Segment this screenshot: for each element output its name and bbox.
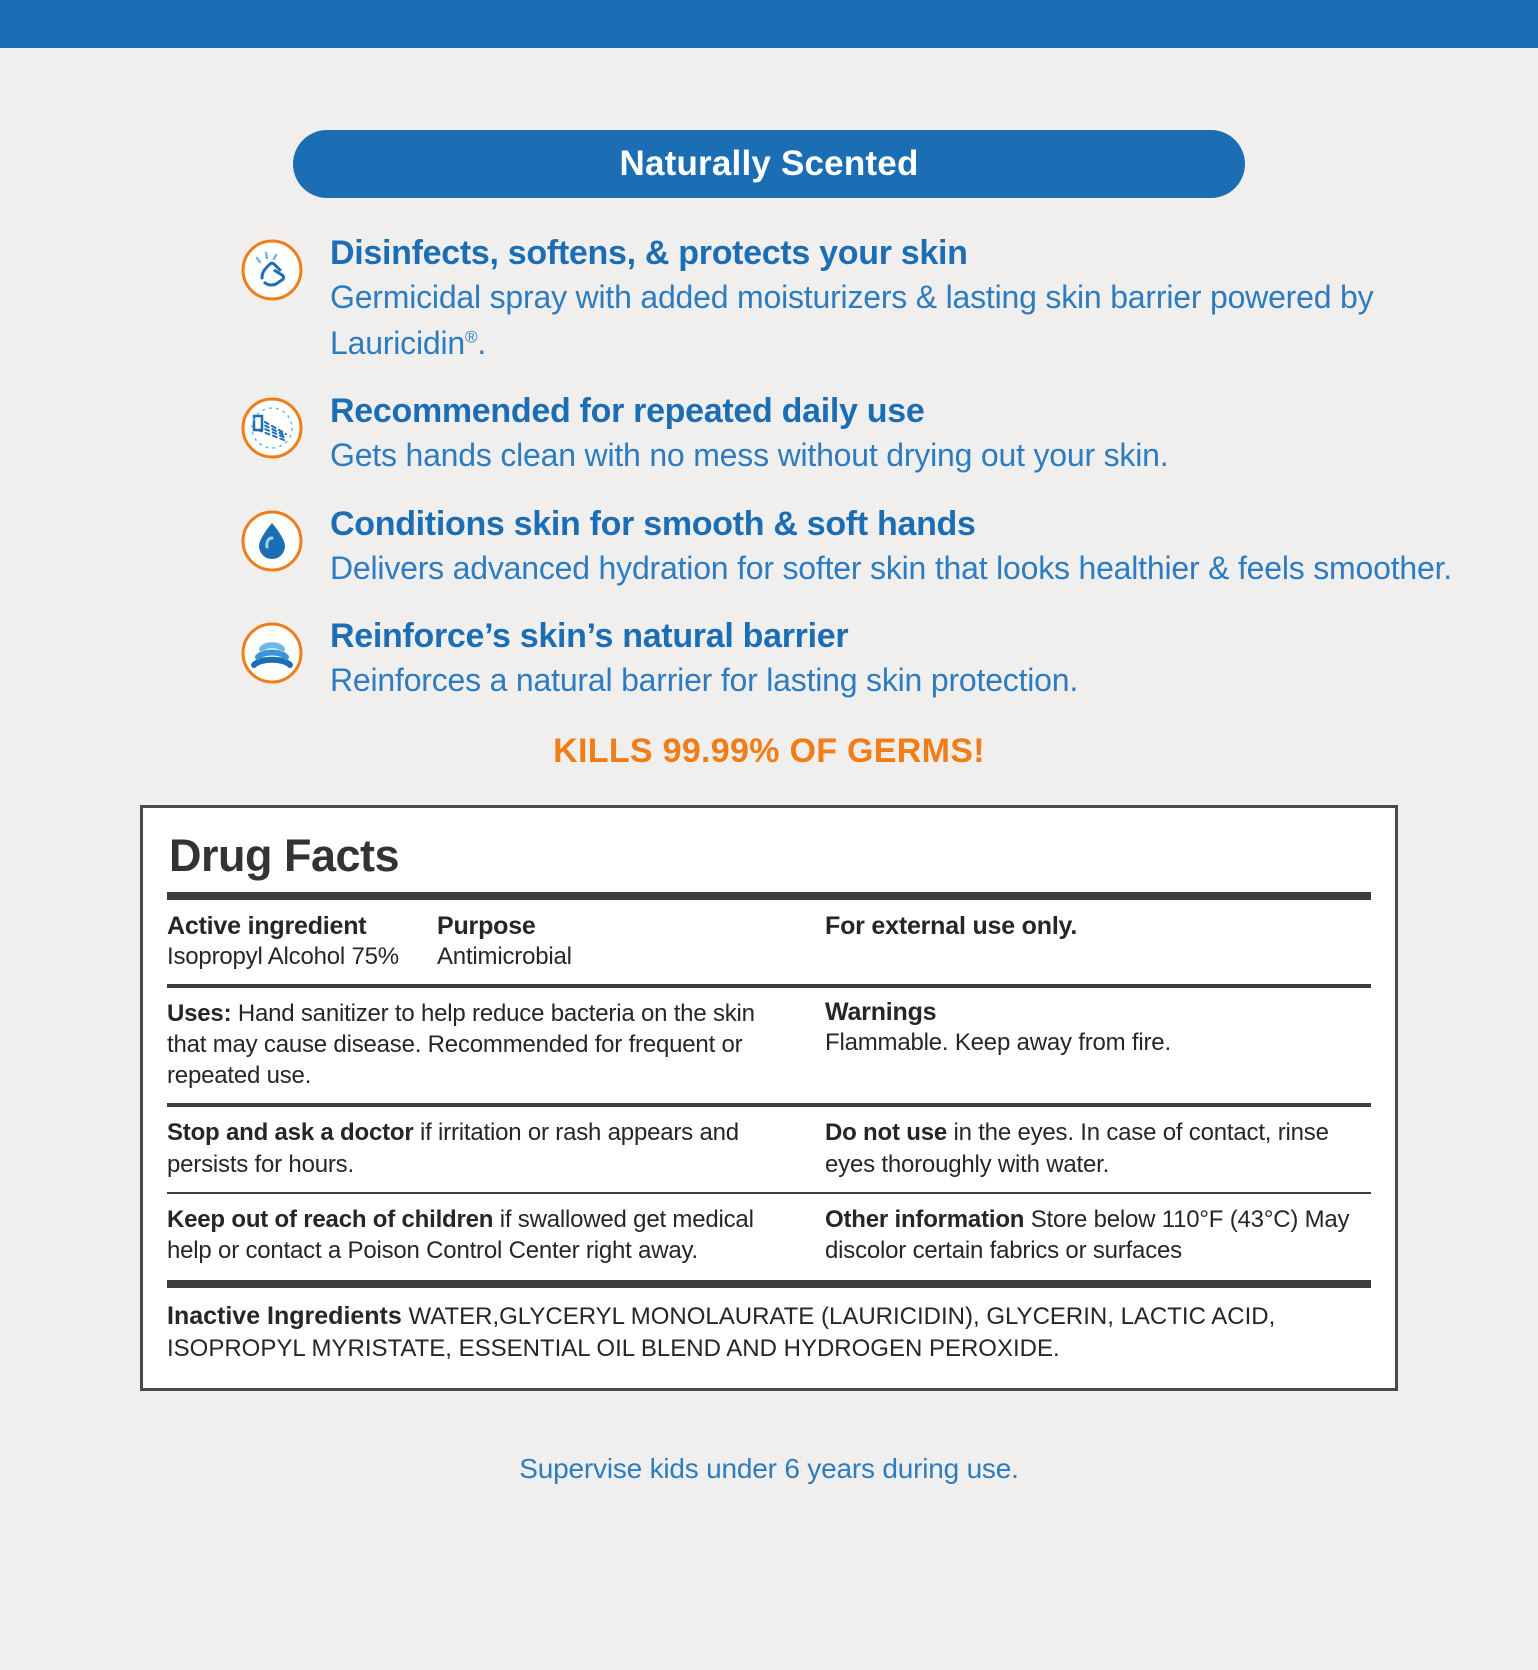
benefit-title: Conditions skin for smooth & soft hands <box>330 504 976 543</box>
benefits-list <box>0 234 1538 704</box>
active-purpose-cell <box>167 912 807 972</box>
drug-facts-title: Drug Facts <box>169 829 400 881</box>
other-information-text <box>825 1204 1371 1266</box>
benefit-title: Reinforce’s skin’s natural barrier <box>330 617 849 656</box>
benefit-title: Recommended for repeated daily use <box>330 391 925 430</box>
warnings-label: Warnings <box>825 997 937 1026</box>
water-droplet-icon <box>240 509 304 573</box>
list-item <box>240 392 1478 479</box>
keep-out-of-reach-label: Keep out of reach of children <box>167 1205 494 1233</box>
do-not-use-label: Do not use <box>825 1119 947 1147</box>
benefit-body: Gets hands clean with no mess without drying out your skin. <box>330 437 1169 474</box>
banner-label: Naturally Scented <box>619 144 919 183</box>
skin-layers-icon <box>240 621 304 685</box>
divider <box>167 892 1371 900</box>
kills-germs-callout: KILLS 99.99% OF GERMS! <box>553 731 985 770</box>
label-page <box>0 48 1538 1485</box>
spray-nozzle-icon <box>240 396 304 460</box>
external-use-text: For external use only. <box>825 911 1078 940</box>
other-information-label: Other information <box>825 1205 1025 1233</box>
purpose-label: Purpose <box>437 911 536 940</box>
divider <box>167 1103 1371 1107</box>
stop-ask-doctor-text <box>167 1117 789 1179</box>
do-not-use-cell <box>807 1117 1371 1179</box>
uses-cell <box>167 998 807 1092</box>
benefit-body-text: Germicidal spray with added moisturizers & lasting skin barrier powered by Lauricidin <box>330 279 1374 361</box>
list-item-text <box>330 234 1478 366</box>
table-row <box>167 1200 1371 1272</box>
keep-out-of-reach-text <box>167 1204 789 1266</box>
divider <box>167 1192 1371 1194</box>
benefit-body <box>330 275 1478 366</box>
divider <box>167 984 1371 988</box>
list-item-text <box>330 505 1478 592</box>
registered-mark: ® <box>464 326 478 346</box>
banner-row <box>0 130 1538 198</box>
active-ingredient-label: Active ingredient <box>167 911 367 940</box>
washing-hands-icon <box>240 238 304 302</box>
do-not-use-body: in the eyes. In case of contact, rinse eyes thoroughly with water. <box>825 1119 1329 1178</box>
top-color-bar <box>0 0 1538 48</box>
uses-label: Uses: <box>167 999 232 1027</box>
stop-ask-doctor-cell <box>167 1117 807 1179</box>
inactive-ingredients-text <box>167 1296 1371 1364</box>
benefit-title: Disinfects, softens, & protects your skin <box>330 234 968 272</box>
supervision-note: Supervise kids under 6 years during use. <box>519 1452 1019 1484</box>
divider <box>167 1280 1371 1288</box>
naturally-scented-banner <box>293 130 1245 198</box>
list-item <box>240 505 1478 592</box>
warnings-cell <box>807 998 1371 1058</box>
do-not-use-text <box>825 1117 1371 1179</box>
drug-facts-panel <box>140 805 1398 1391</box>
inactive-ingredients-label: Inactive Ingredients <box>167 1302 402 1331</box>
active-ingredient-value: Isopropyl Alcohol 75% <box>167 942 399 970</box>
list-item-text <box>330 617 1478 704</box>
stop-ask-doctor-body: if irritation or rash appears and persists for hours. <box>167 1119 739 1178</box>
table-row <box>167 1113 1371 1185</box>
external-use-cell <box>807 912 1371 941</box>
benefit-body: Reinforces a natural barrier for lasting skin protection. <box>330 662 1079 699</box>
list-item <box>240 617 1478 704</box>
purpose-value: Antimicrobial <box>437 942 572 970</box>
benefit-body-suffix: . <box>477 324 487 361</box>
inactive-ingredients-body: WATER,GLYCERYL MONOLAURATE (LAURICIDIN), GLYCERIN, LACTIC ACID, ISOPROPYL MYRISTATE, ESSENTIAL OIL BLEND AND HYDROGEN PEROXIDE. <box>167 1303 1276 1362</box>
other-information-cell <box>807 1204 1371 1266</box>
list-item-text <box>330 392 1478 479</box>
other-information-body: Store below 110°F (43°C) May discolor certain fabrics or surfaces <box>825 1205 1350 1264</box>
uses-text <box>167 998 789 1092</box>
table-row <box>167 994 1371 1098</box>
list-item <box>240 234 1478 366</box>
warnings-body: Flammable. Keep away from fire. <box>825 1028 1171 1056</box>
keep-out-of-reach-cell <box>167 1204 807 1266</box>
benefit-body: Delivers advanced hydration for softer skin that looks healthier & feels smoother. <box>330 549 1452 586</box>
uses-body: Hand sanitizer to help reduce bacteria on the skin that may cause disease. Recommended for frequent or repeated use. <box>167 999 755 1090</box>
table-row <box>167 908 1371 978</box>
keep-out-of-reach-body: if swallowed get medical help or contact a Poison Control Center right away. <box>167 1205 754 1264</box>
stop-ask-doctor-label: Stop and ask a doctor <box>167 1119 414 1147</box>
